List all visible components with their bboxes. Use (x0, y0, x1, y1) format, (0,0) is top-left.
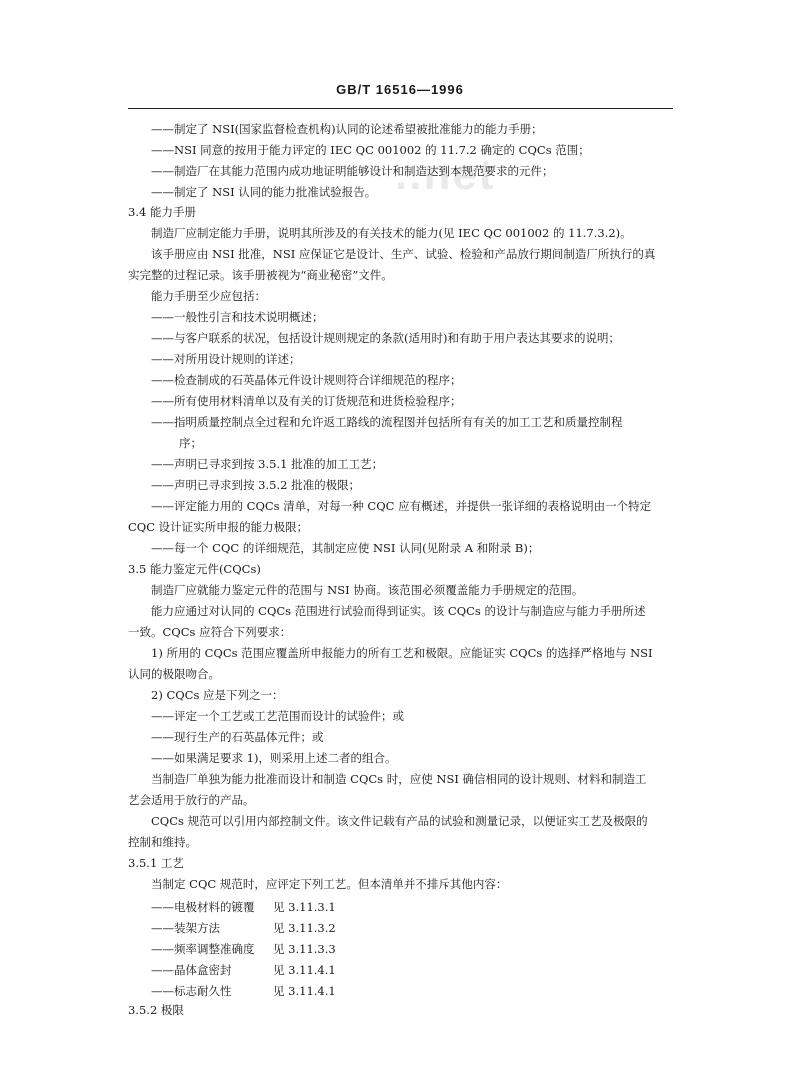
text-line: 1) 所用的 CQCs 范围应覆盖所申报能力的所有工艺和极限。应能证实 CQCs 的选择严格地与 NSI (151, 646, 653, 660)
process-ref: 见 3.11.3.1 (273, 899, 336, 914)
text-line: ——检查制成的石英晶体元件设计规则符合详细规范的程序； (151, 373, 462, 387)
text-line: 该手册应由 NSI 批准，NSI 应保证它是设计、生产、试验、检验和产品放行期间制造厂所执行的真 (151, 247, 656, 261)
text-line: ——声明已寻求到按 3.5.1 批准的加工工艺； (151, 457, 384, 471)
text-line: ——现行生产的石英晶体元件；或 (151, 730, 324, 744)
page-header: GB/T 16516—1996 (336, 82, 464, 97)
text-line: 控制和维持。 (128, 835, 197, 849)
text-line: 艺会适用于放行的产品。 (128, 793, 255, 807)
process-item: ——标志耐久性 (151, 983, 232, 998)
text-line: ——一般性引言和技术说明概述； (151, 310, 324, 324)
text-line: ——制造厂在其能力范围内成功地证明能够设计和制造达到本规范要求的元件； (151, 164, 554, 178)
text-line: 一致。CQCs 应符合下列要求： (128, 625, 292, 639)
text-line: ——评定一个工艺或工艺范围而设计的试验件；或 (151, 709, 404, 723)
section-heading: 3.5.1 工艺 (128, 856, 184, 870)
text-line: ——每一个 CQC 的详细规范，其制定应使 NSI 认同(见附录 A 和附录 B)； (151, 541, 540, 555)
table-row (151, 896, 336, 917)
process-item: ——晶体盒密封 (151, 962, 232, 977)
process-ref: 见 3.11.3.2 (273, 920, 336, 935)
watermark: ..net (395, 150, 496, 199)
process-item: ——电极材料的镀覆 (151, 899, 255, 914)
text-line: 制造厂应制定能力手册，说明其所涉及的有关技术的能力(见 IEC QC 001002 的 11.7.3.2)。 (151, 226, 632, 240)
text-line: 能力手册至少应包括： (151, 289, 266, 303)
text-line: ——声明已寻求到按 3.5.2 批准的极限； (151, 478, 361, 492)
text-line: ——与客户联系的状况，包括设计规则规定的条款(适用时)和有助于用户表达其要求的说明； (151, 331, 620, 345)
text-line: 2) CQCs 应是下列之一： (151, 688, 284, 702)
table-row (151, 959, 336, 980)
text-line: CQC 设计证实所申报的能力极限； (128, 520, 309, 534)
text-line: CQCs 规范可以引用内部控制文件。该文件记载有产品的试验和测量记录，以便证实工艺及极限的 (151, 814, 648, 828)
text-line: 序； (179, 436, 202, 450)
text-line: 当制造厂单独为能力批准而设计和制造 CQCs 时，应使 NSI 确信相同的设计规则、材料和制造工 (151, 772, 647, 786)
process-item: ——装架方法 (151, 920, 220, 935)
table-row (151, 917, 336, 938)
text-line: 实完整的过程记录。该手册被视为“商业秘密”文件。 (128, 268, 393, 282)
process-ref: 见 3.11.4.1 (273, 983, 336, 998)
section-heading: 3.5.2 极限 (128, 1003, 184, 1017)
text-line: ——NSI 同意的按用于能力评定的 IEC QC 001002 的 11.7.2 确定的 CQCs 范围； (151, 143, 590, 157)
text-line: ——评定能力用的 CQCs 清单，对每一种 CQC 应有概述，并提供一张详细的表格说明由一个特定 (151, 499, 652, 513)
text-line: 制造厂应就能力鉴定元件的范围与 NSI 协商。该范围必须覆盖能力手册规定的范围。 (151, 583, 584, 597)
text-line: 能力应通过对认同的 CQCs 范围进行试验而得到证实。该 CQCs 的设计与制造应与能力手册所述 (151, 604, 646, 618)
table-row (151, 980, 336, 1001)
text-line: 当制定 CQC 规范时，应评定下列工艺。但本清单并不排斥其他内容： (151, 877, 508, 891)
table-row (151, 938, 336, 959)
text-line: ——制定了 NSI 认同的能力批准试验报告。 (151, 185, 377, 199)
text-line: ——制定了 NSI(国家监督检查机构)认同的论述希望被批准能力的能力手册； (151, 122, 543, 136)
process-item: ——频率调整准确度 (151, 941, 255, 956)
text-line: ——如果满足要求 1)，则采用上述二者的组合。 (151, 751, 397, 765)
text-line: ——所有使用材料清单以及有关的订货规范和进货检验程序； (151, 394, 462, 408)
text-line: 认同的极限吻合。 (128, 667, 220, 681)
header-rule (128, 108, 673, 109)
section-heading: 3.4 能力手册 (128, 205, 196, 219)
process-table (151, 896, 336, 1001)
text-line: ——对所用设计规则的详述； (151, 352, 301, 366)
process-ref: 见 3.11.3.3 (273, 941, 336, 956)
process-ref: 见 3.11.4.1 (273, 962, 336, 977)
text-line: ——指明质量控制点全过程和允许返工路线的流程图并包括所有有关的加工工艺和质量控制程 (151, 415, 623, 429)
section-heading: 3.5 能力鉴定元件(CQCs) (128, 562, 261, 576)
